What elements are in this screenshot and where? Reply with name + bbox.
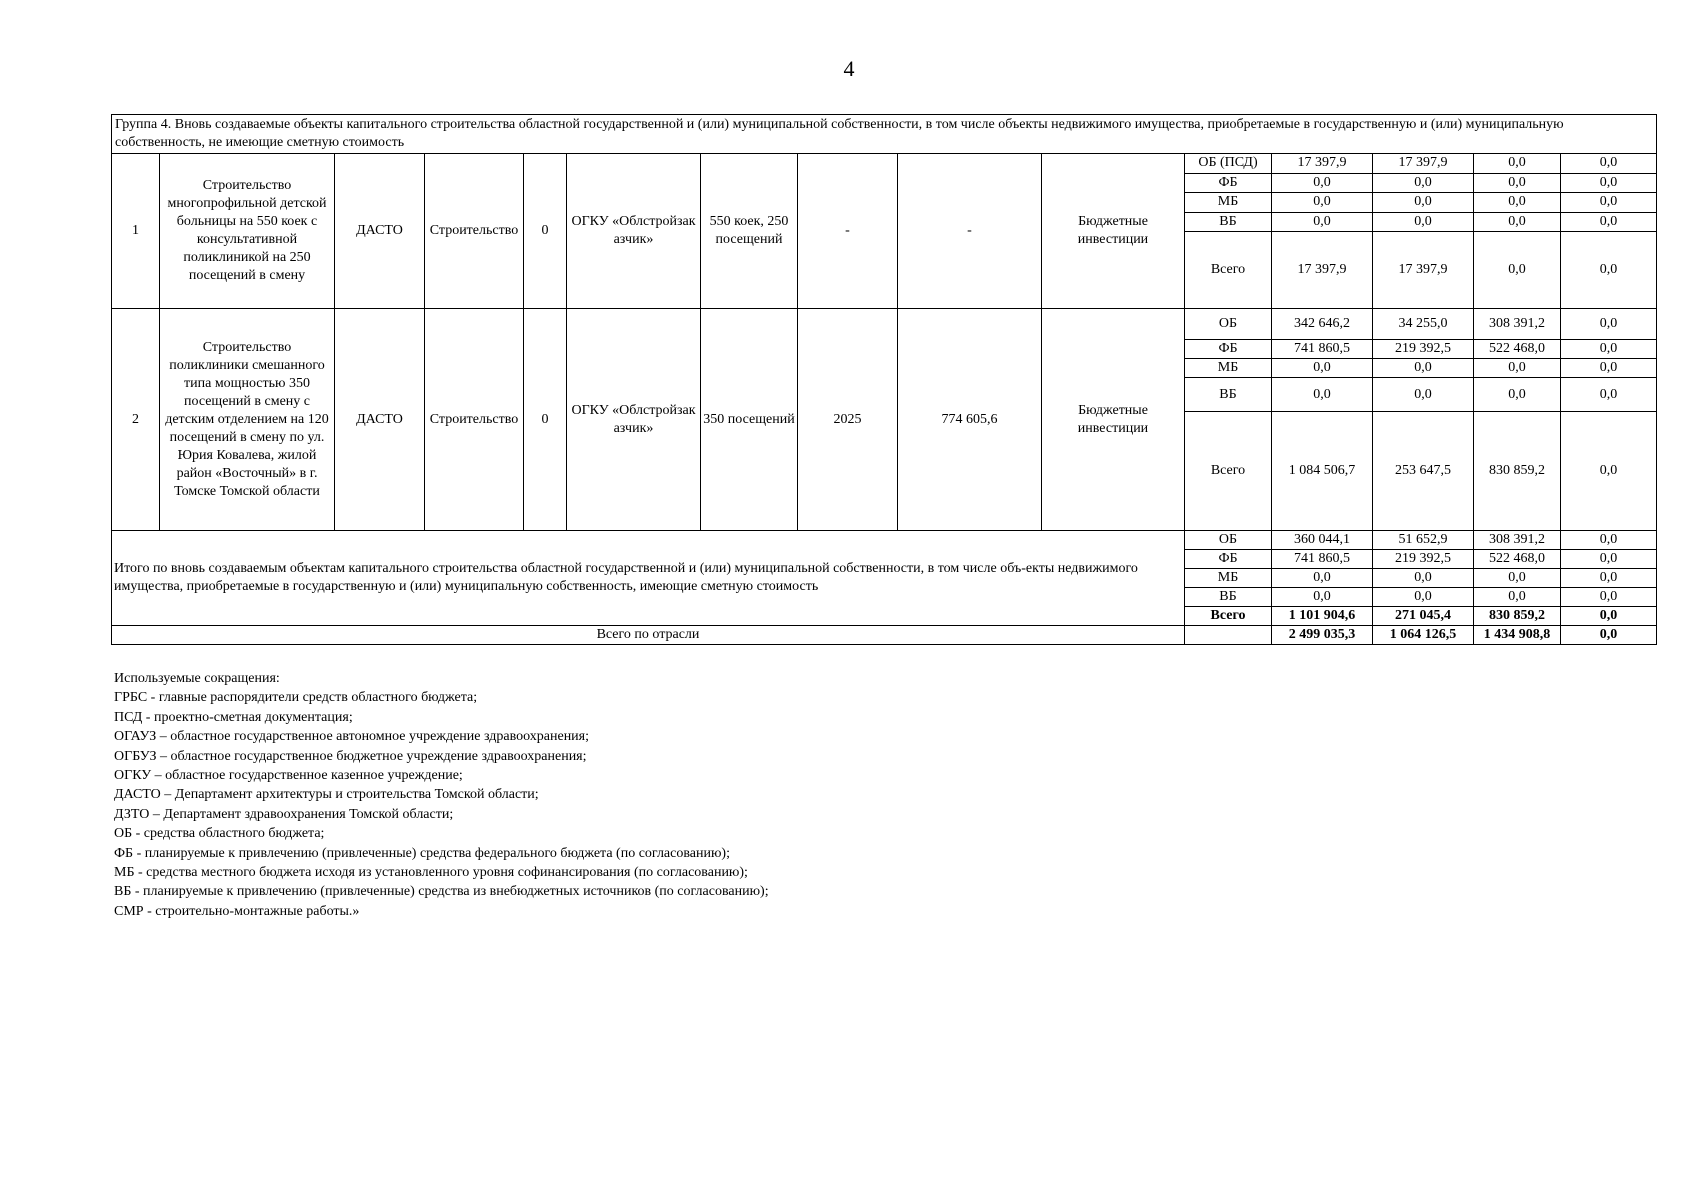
industry-total-value: 1 064 126,5	[1373, 626, 1474, 645]
industry-total-row	[112, 626, 1657, 645]
abbreviation-item: ГРБС - главные распорядители средств областного бюджета;	[114, 690, 478, 706]
funding-value: 0,0	[1373, 173, 1474, 193]
funding-value: 253 647,5	[1373, 412, 1474, 531]
abbreviation-item: ОГКУ – областное государственное казенное учреждение;	[114, 768, 463, 784]
funding-source: Всего	[1185, 607, 1272, 626]
object-row	[112, 154, 1657, 174]
funding-source: МБ	[1185, 359, 1272, 378]
funding-value: 0,0	[1373, 193, 1474, 213]
funding-value: 0,0	[1272, 173, 1373, 193]
funding-value: 0,0	[1474, 588, 1561, 607]
group-total-label: Итого по вновь создаваемым объектам капитального строительства областной государственной и (или) муниципальной собственности, в том числе объ-екты недвижимого имущества, приобретаемые в государственную и (или) муниципальную собственность, имеющие сметную стоимость	[112, 531, 1185, 626]
object-number: 1	[112, 154, 160, 309]
funding-value: 0,0	[1561, 232, 1657, 309]
abbreviation-item: СМР - строительно-монтажные работы.»	[114, 903, 360, 919]
object-cost: 774 605,6	[898, 309, 1042, 531]
funding-value: 0,0	[1474, 193, 1561, 213]
funding-value: 360 044,1	[1272, 531, 1373, 550]
object-grbs: ДАСТО	[335, 309, 425, 531]
funding-value: 0,0	[1561, 569, 1657, 588]
funding-value: 0,0	[1474, 569, 1561, 588]
group-header-row	[112, 115, 1657, 154]
industry-total-value: 1 434 908,8	[1474, 626, 1561, 645]
funding-source: ОБ	[1185, 531, 1272, 550]
object-type: Строительство	[425, 154, 524, 309]
funding-value: 17 397,9	[1373, 154, 1474, 174]
funding-value: 342 646,2	[1272, 309, 1373, 340]
funding-value: 0,0	[1561, 154, 1657, 174]
funding-value: 0,0	[1561, 309, 1657, 340]
funding-value: 0,0	[1474, 378, 1561, 412]
funding-value: 0,0	[1373, 359, 1474, 378]
object-name: Строительство многопрофильной детской больницы на 550 коек с консультативной поликлиникой на 250 посещений в смену	[160, 154, 335, 309]
abbreviation-item: ОБ - средства областного бюджета;	[114, 826, 325, 842]
object-form: Бюджетные инвестиции	[1042, 154, 1185, 309]
funding-value: 219 392,5	[1373, 550, 1474, 569]
funding-value: 0,0	[1561, 193, 1657, 213]
group-header: Группа 4. Вновь создаваемые объекты капитального строительства областной государственной и (или) муниципальной собственности, в том числе объекты недвижимого имущества, приобретаемые в государственную и (или) муниципальную собственность, не имеющие сметную стоимость	[112, 115, 1657, 154]
funding-value: 741 860,5	[1272, 340, 1373, 359]
object-customer: ОГКУ «Облстройзаказчик»	[567, 154, 701, 309]
funding-source: МБ	[1185, 193, 1272, 213]
object-customer: ОГКУ «Облстройзаказчик»	[567, 309, 701, 531]
object-row	[112, 309, 1657, 340]
funding-value: 0,0	[1561, 550, 1657, 569]
funding-source: ОБ	[1185, 309, 1272, 340]
funding-value: 34 255,0	[1373, 309, 1474, 340]
funding-source: МБ	[1185, 569, 1272, 588]
industry-total-empty	[1185, 626, 1272, 645]
funding-value: 51 652,9	[1373, 531, 1474, 550]
object-type: Строительство	[425, 309, 524, 531]
abbreviation-item: ДЗТО – Департамент здравоохранения Томской области;	[114, 806, 454, 822]
industry-total-value: 2 499 035,3	[1272, 626, 1373, 645]
abbreviation-item: ДАСТО – Департамент архитектуры и строительства Томской области;	[114, 787, 539, 803]
object-grbs: ДАСТО	[335, 154, 425, 309]
funding-source: Всего	[1185, 412, 1272, 531]
funding-value: 0,0	[1474, 212, 1561, 232]
funding-value: 0,0	[1561, 412, 1657, 531]
funding-value: 0,0	[1373, 588, 1474, 607]
funding-value: 0,0	[1272, 193, 1373, 213]
funding-value: 0,0	[1561, 173, 1657, 193]
object-name: Строительство поликлиники смешанного типа мощностью 350 посещений в смену с детским отделением на 120 посещений в смену по ул. Юрия Ковалева, жилой район «Восточный» в г. Томске Томской области	[160, 309, 335, 531]
object-year: -	[798, 154, 898, 309]
funding-source: ВБ	[1185, 212, 1272, 232]
funding-value: 17 397,9	[1373, 232, 1474, 309]
funding-value: 271 045,4	[1373, 607, 1474, 626]
funding-value: 1 084 506,7	[1272, 412, 1373, 531]
funding-value: 522 468,0	[1474, 340, 1561, 359]
funding-source: ФБ	[1185, 340, 1272, 359]
industry-total-label: Всего по отрасли	[112, 626, 1185, 645]
page-number: 4	[843, 56, 855, 81]
abbreviation-item: ФБ - планируемые к привлечению (привлеченные) средства федерального бюджета (по согласованию);	[114, 845, 730, 861]
funding-source: Всего	[1185, 232, 1272, 309]
funding-value: 17 397,9	[1272, 232, 1373, 309]
abbreviation-item: ОГБУЗ – областное государственное бюджетное учреждение здравоохранения;	[114, 748, 587, 764]
abbreviations-title: Используемые сокращения:	[114, 671, 280, 686]
funding-value: 0,0	[1474, 173, 1561, 193]
funding-value: 0,0	[1561, 607, 1657, 626]
funding-value: 0,0	[1474, 232, 1561, 309]
funding-value: 0,0	[1561, 378, 1657, 412]
object-year: 2025	[798, 309, 898, 531]
funding-value: 830 859,2	[1474, 412, 1561, 531]
funding-value: 0,0	[1272, 212, 1373, 232]
funding-value: 0,0	[1272, 378, 1373, 412]
object-number: 2	[112, 309, 160, 531]
funding-value: 0,0	[1373, 378, 1474, 412]
funding-value: 0,0	[1272, 588, 1373, 607]
funding-value: 0,0	[1272, 359, 1373, 378]
object-form: Бюджетные инвестиции	[1042, 309, 1185, 531]
abbreviations-list	[114, 669, 769, 921]
funding-value: 522 468,0	[1474, 550, 1561, 569]
abbreviation-item: МБ - средства местного бюджета исходя из установленного уровня софинансирования (по согласованию);	[114, 865, 748, 881]
funding-value: 0,0	[1561, 359, 1657, 378]
funding-value: 0,0	[1474, 359, 1561, 378]
funding-source: ВБ	[1185, 588, 1272, 607]
funding-value: 308 391,2	[1474, 309, 1561, 340]
industry-total-value: 0,0	[1561, 626, 1657, 645]
funding-value: 308 391,2	[1474, 531, 1561, 550]
group-total-row	[112, 531, 1657, 550]
funding-source: ФБ	[1185, 550, 1272, 569]
funding-value: 0,0	[1272, 569, 1373, 588]
funding-value: 17 397,9	[1272, 154, 1373, 174]
abbreviation-item: ВБ - планируемые к привлечению (привлеченные) средства из внебюджетных источников (по согласованию);	[114, 884, 769, 900]
object-capacity: 550 коек, 250 посещений	[701, 154, 798, 309]
funding-value: 0,0	[1561, 340, 1657, 359]
object-zero: 0	[524, 154, 567, 309]
object-zero: 0	[524, 309, 567, 531]
abbreviation-item: ОГАУЗ – областное государственное автономное учреждение здравоохранения;	[114, 729, 590, 745]
abbreviation-item: ПСД - проектно-сметная документация;	[114, 709, 353, 725]
funding-value: 0,0	[1373, 212, 1474, 232]
funding-value: 0,0	[1373, 569, 1474, 588]
funding-value: 741 860,5	[1272, 550, 1373, 569]
budget-table	[111, 114, 1657, 645]
funding-value: 0,0	[1474, 154, 1561, 174]
funding-source: ФБ	[1185, 173, 1272, 193]
funding-source: ВБ	[1185, 378, 1272, 412]
object-capacity: 350 посещений	[701, 309, 798, 531]
funding-value: 830 859,2	[1474, 607, 1561, 626]
funding-value: 0,0	[1561, 588, 1657, 607]
funding-value: 0,0	[1561, 531, 1657, 550]
object-cost: -	[898, 154, 1042, 309]
funding-value: 219 392,5	[1373, 340, 1474, 359]
funding-source: ОБ (ПСД)	[1185, 154, 1272, 174]
funding-value: 0,0	[1561, 212, 1657, 232]
funding-value: 1 101 904,6	[1272, 607, 1373, 626]
